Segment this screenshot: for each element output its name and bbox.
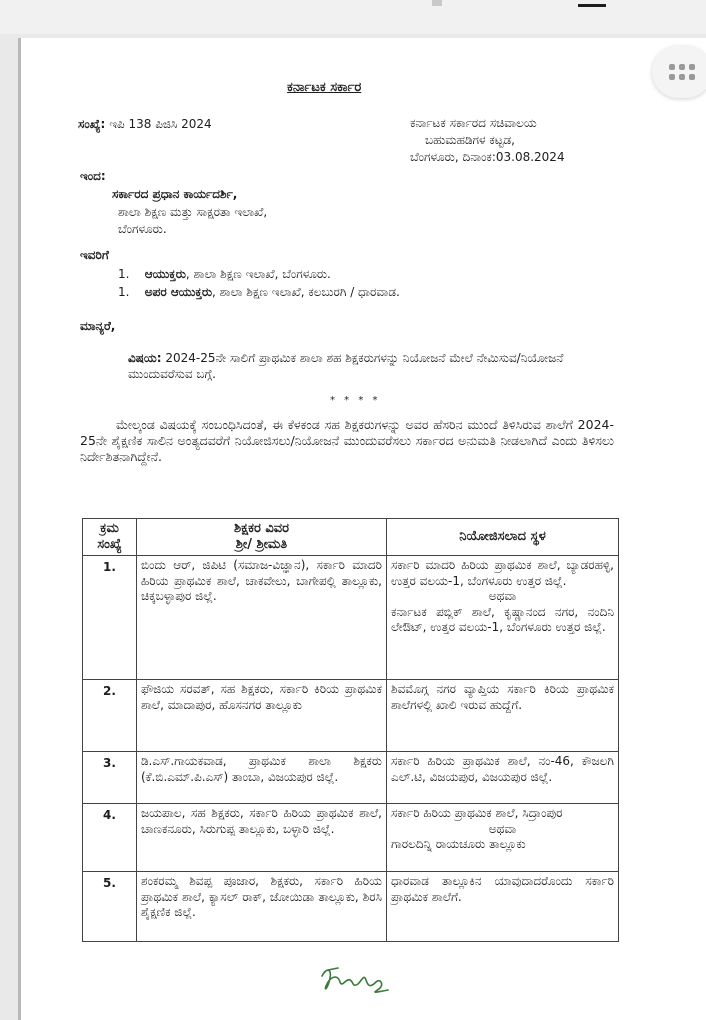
subject — [128, 350, 628, 382]
recipient-office: , ಶಾಲಾ ಶಿಕ್ಷಣ ಇಲಾಖೆ, ಕಲಬುರಗಿ / ಧಾರವಾಡ. — [212, 285, 400, 299]
recipient-item — [118, 284, 400, 300]
address-line: ಬೆಂಗಳೂರು, ದಿನಾಂಕ:03.08.2024 — [410, 150, 565, 164]
recipient-number: 1. — [118, 267, 130, 281]
place-cell — [387, 752, 619, 804]
or-text: ಅಥವಾ — [488, 821, 517, 836]
address-line: ಕರ್ನಾಟಕ ಸರ್ಕಾರದ ಸಚಿವಾಲಯ — [410, 116, 537, 130]
place-alt-text: ಕರ್ನಾಟಕ ಪಬ್ಲಿಕ್ ಶಾಲೆ, ಕೃಷ್ಣಾನಂದ ನಗರ, ನಂದಿನಿ ಲೇಔಟ್, ಉತ್ತರ ವಲಯ-1, ಬೆಂಗಳೂರು ಉತ್ತರ ಜಿಲ್ಲೆ. — [391, 604, 614, 634]
reference-value: ಇಪಿ 138 ಪಿಜಿಸಿ 2024 — [109, 117, 212, 131]
more-dots-icon — [669, 64, 695, 80]
viewer-top-bar — [0, 0, 706, 34]
recipient-office: , ಶಾಲಾ ಶಿಕ್ಷಣ ಇಲಾಖೆ, ಬೆಂಗಳೂರು. — [185, 267, 331, 281]
teacher-cell: ಬಿಂದು ಆರ್, ಜಿಪಿಟಿ (ಸಮಾಜ-ವಿಜ್ಞಾನ), ಸರ್ಕಾರಿ ಮಾದರಿ ಹಿರಿಯ ಪ್ರಾಥಮಿಕ ಶಾಲೆ, ಚಾಕವೇಲು, ಬಾಗೇಪಲ್ಲಿ ತಾಲ್ಲೂಕು, ಚಿಕ್ಕಬಳ್ಳಾಪುರ ಜಿಲ್ಲೆ. — [137, 556, 387, 680]
place-cell — [387, 872, 619, 942]
from-designation: ಸರ್ಕಾರದ ಪ್ರಧಾನ ಕಾರ್ಯದರ್ಶಿ, — [112, 187, 238, 201]
teacher-cell: ಫೌಜಿಯ ಸರವತ್, ಸಹ ಶಿಕ್ಷಕರು, ಸರ್ಕಾರಿ ಕಿರಿಯ ಪ್ರಾಥಮಿಕ ಶಾಲೆ, ಮಾದಾಪುರ, ಹೊಸನಗರ ತಾಲ್ಲೂಕು — [137, 680, 387, 752]
place-cell — [387, 680, 619, 752]
recipient-item — [118, 266, 331, 282]
document-title: ಕರ್ನಾಟಕ ಸರ್ಕಾರ — [287, 80, 362, 95]
place-cell — [387, 556, 619, 680]
teacher-cell: ಶಂಕರಮ್ಮ ಶಿವಪ್ಪ ಪೂಜಾರ, ಶಿಕ್ಷಕರು, ಸರ್ಕಾರಿ ಹಿರಿಯ ಪ್ರಾಥಮಿಕ ಶಾಲೆ, ಕ್ಯಾಸಲ್ ರಾಕ್, ಜೋಯಿಡಾ ತಾಲ್ಲೂಕು, ಶಿರಸಿ ಶೈಕ್ಷಣಿಕ ಜಿಲ್ಲೆ. — [137, 872, 387, 942]
teacher-cell: ಜಯಪಾಲ, ಸಹ ಶಿಕ್ಷಕರು, ಸರ್ಕಾರಿ ಹಿರಿಯ ಪ್ರಾಥಮಿಕ ಶಾಲೆ, ಚಾಣಕನೂರು, ಸಿರುಗುಪ್ಪ ತಾಲ್ಲೂಕು, ಬಳ್ಳಾರಿ ಜಿಲ್ಲೆ. — [137, 804, 387, 872]
from-department: ಶಾಲಾ ಶಿಕ್ಷಣ ಮತ್ತು ಸಾಕ್ಷರತಾ ಇಲಾಖೆ, — [118, 205, 268, 219]
serial-cell: 5. — [83, 872, 137, 942]
teacher-cell: ಡಿ.ಎಸ್.ಗಾಯಕವಾಡ, ಪ್ರಾಥಮಿಕ ಶಾಲಾ ಶಿಕ್ಷಕರು (ಕೆ.ಬಿ.ಎಮ್.ಪಿ.ಎಸ್) ತಾಂಬಾ, ವಿಜಯಪುರ ಜಿಲ್ಲೆ. — [137, 752, 387, 804]
place-text: ಶಿವಮೊಗ್ಗ ನಗರ ವ್ಯಾಪ್ತಿಯ ಸರ್ಕಾರಿ ಕಿರಿಯ ಪ್ರಾಥಮಿಕ ಶಾಲೆಗಳಲ್ಲಿ ಖಾಲಿ ಇರುವ ಹುದ್ದೆಗೆ. — [391, 682, 614, 712]
header-place: ನಿಯೋಜಿಸಲಾದ ಸ್ಥಳ — [387, 519, 619, 556]
table-row — [83, 556, 619, 680]
table-row — [83, 752, 619, 804]
reference-label: ಸಂಖ್ಯೆ: — [78, 117, 106, 131]
serial-cell: 3. — [83, 752, 137, 804]
body-text: ಮೇಲ್ಕಂಡ ವಿಷಯಕ್ಕೆ ಸಂಬಂಧಿಸಿದಂತೆ, ಈ ಕೆಳಕಂಡ ಸಹ ಶಿಕ್ಷಕರುಗಳನ್ನು ಅವರ ಹೆಸರಿನ ಮುಂದೆ ತಿಳಿಸಿರುವ ಶಾಲೆಗೆ 2024-25ನೇ ಶೈಕ್ಷಣಿಕ ಸಾಲಿನ ಅಂತ್ಯದವರೆಗೆ ನಿಯೋಜಿಸಲು/ನಿಯೋಜನೆ ಮುಂದುವರೆಸಲು ಸರ್ಕಾರದ ಅನುಮತಿ ನೀಡಲಾಗಿದೆ ಎಂದು ತಿಳಿಸಲು ನಿರ್ದೇಶಿತನಾಗಿದ್ದೇನೆ. — [80, 417, 614, 464]
signature-mark — [318, 964, 398, 998]
separator-stars: * * * * — [330, 395, 381, 406]
to-label: ಇವರಿಗೆ — [80, 248, 109, 262]
reference-number — [78, 116, 212, 132]
header-serial: ಕ್ರಮ ಸಂಖ್ಯೆ — [83, 519, 137, 556]
subject-text: 2024-25ನೇ ಸಾಲಿಗೆ ಪ್ರಾಥಮಿಕ ಶಾಲಾ ಶಹ ಶಿಕ್ಷಕರುಗಳನ್ನು ನಿಯೋಜನೆ ಮೇಲೆ ನೇಮಿಸುವ/ನಿಯೋಜನೆ ಮುಂದುವರೆಸುವ ಬಗ್ಗೆ. — [128, 351, 564, 381]
page-edge — [18, 38, 21, 1020]
address-line: ಬಹುಮಹಡಿಗಳ ಕಟ್ಟಡ, — [425, 133, 515, 147]
recipient-title: ಅಪರ ಆಯುಕ್ತರು — [144, 285, 213, 299]
place-alt-text: ಗಾರಲದಿನ್ನಿ ರಾಯಚೂರು ತಾಲ್ಲೂಕು — [391, 837, 526, 851]
from-label: ಇಂದ: — [80, 169, 106, 183]
or-text: ಅಥವಾ — [488, 589, 517, 603]
place-text: ಧಾರವಾಡ ತಾಲ್ಲೂಕಿನ ಯಾವುದಾದರೊಂದು ಸರ್ಕಾರಿ ಪ್ರಾಥಮಿಕ ಶಾಲೆಗೆ. — [391, 874, 614, 904]
table-header-row — [83, 519, 619, 556]
serial-cell: 4. — [83, 804, 137, 872]
table-row — [83, 804, 619, 872]
recipient-title: ಆಯುಕ್ತರು — [144, 267, 186, 281]
serial-cell: 1. — [83, 556, 137, 680]
serial-cell: 2. — [83, 680, 137, 752]
top-edge-mark — [432, 0, 442, 6]
table-row — [83, 680, 619, 752]
more-options-button[interactable] — [652, 46, 706, 98]
salutation: ಮಾನ್ಯರೆ, — [80, 319, 116, 333]
body-paragraph — [80, 417, 614, 465]
deputation-table — [82, 518, 619, 942]
header-teacher: ಶಿಕ್ಷಕರ ವಿವರ ಶ್ರೀ/ ಶ್ರೀಮತಿ — [137, 519, 387, 556]
subject-label: ವಿಷಯ: — [128, 351, 162, 365]
table-row — [83, 872, 619, 942]
from-city: ಬೆಂಗಳೂರು. — [118, 222, 167, 236]
place-text: ಸರ್ಕಾರಿ ಹಿರಿಯ ಪ್ರಾಥಮಿಕ ಶಾಲೆ, ನಂ-46, ಕೌಜಲಗಿ ಎಲ್.ಟಿ, ವಿಜಯಪುರ, ವಿಜಯಪುರ ಜಿಲ್ಲೆ. — [391, 754, 614, 784]
place-cell — [387, 804, 619, 872]
recipient-number: 1. — [118, 285, 130, 299]
place-text: ಸರ್ಕಾರಿ ಮಾದರಿ ಹಿರಿಯ ಪ್ರಾಥಮಿಕ ಶಾಲೆ, ಬ್ಯಾಡರಹಳ್ಳಿ, ಉತ್ತರ ವಲಯ-1, ಬೆಂಗಳೂರು ಉತ್ತರ ಜಿಲ್ಲೆ. — [391, 558, 614, 588]
place-text: ಸರ್ಕಾರಿ ಹಿರಿಯ ಪ್ರಾಥಮಿಕ ಶಾಲೆ, ಸಿದ್ರಾಂಪುರ — [391, 806, 563, 820]
top-edge-mark — [578, 4, 606, 7]
